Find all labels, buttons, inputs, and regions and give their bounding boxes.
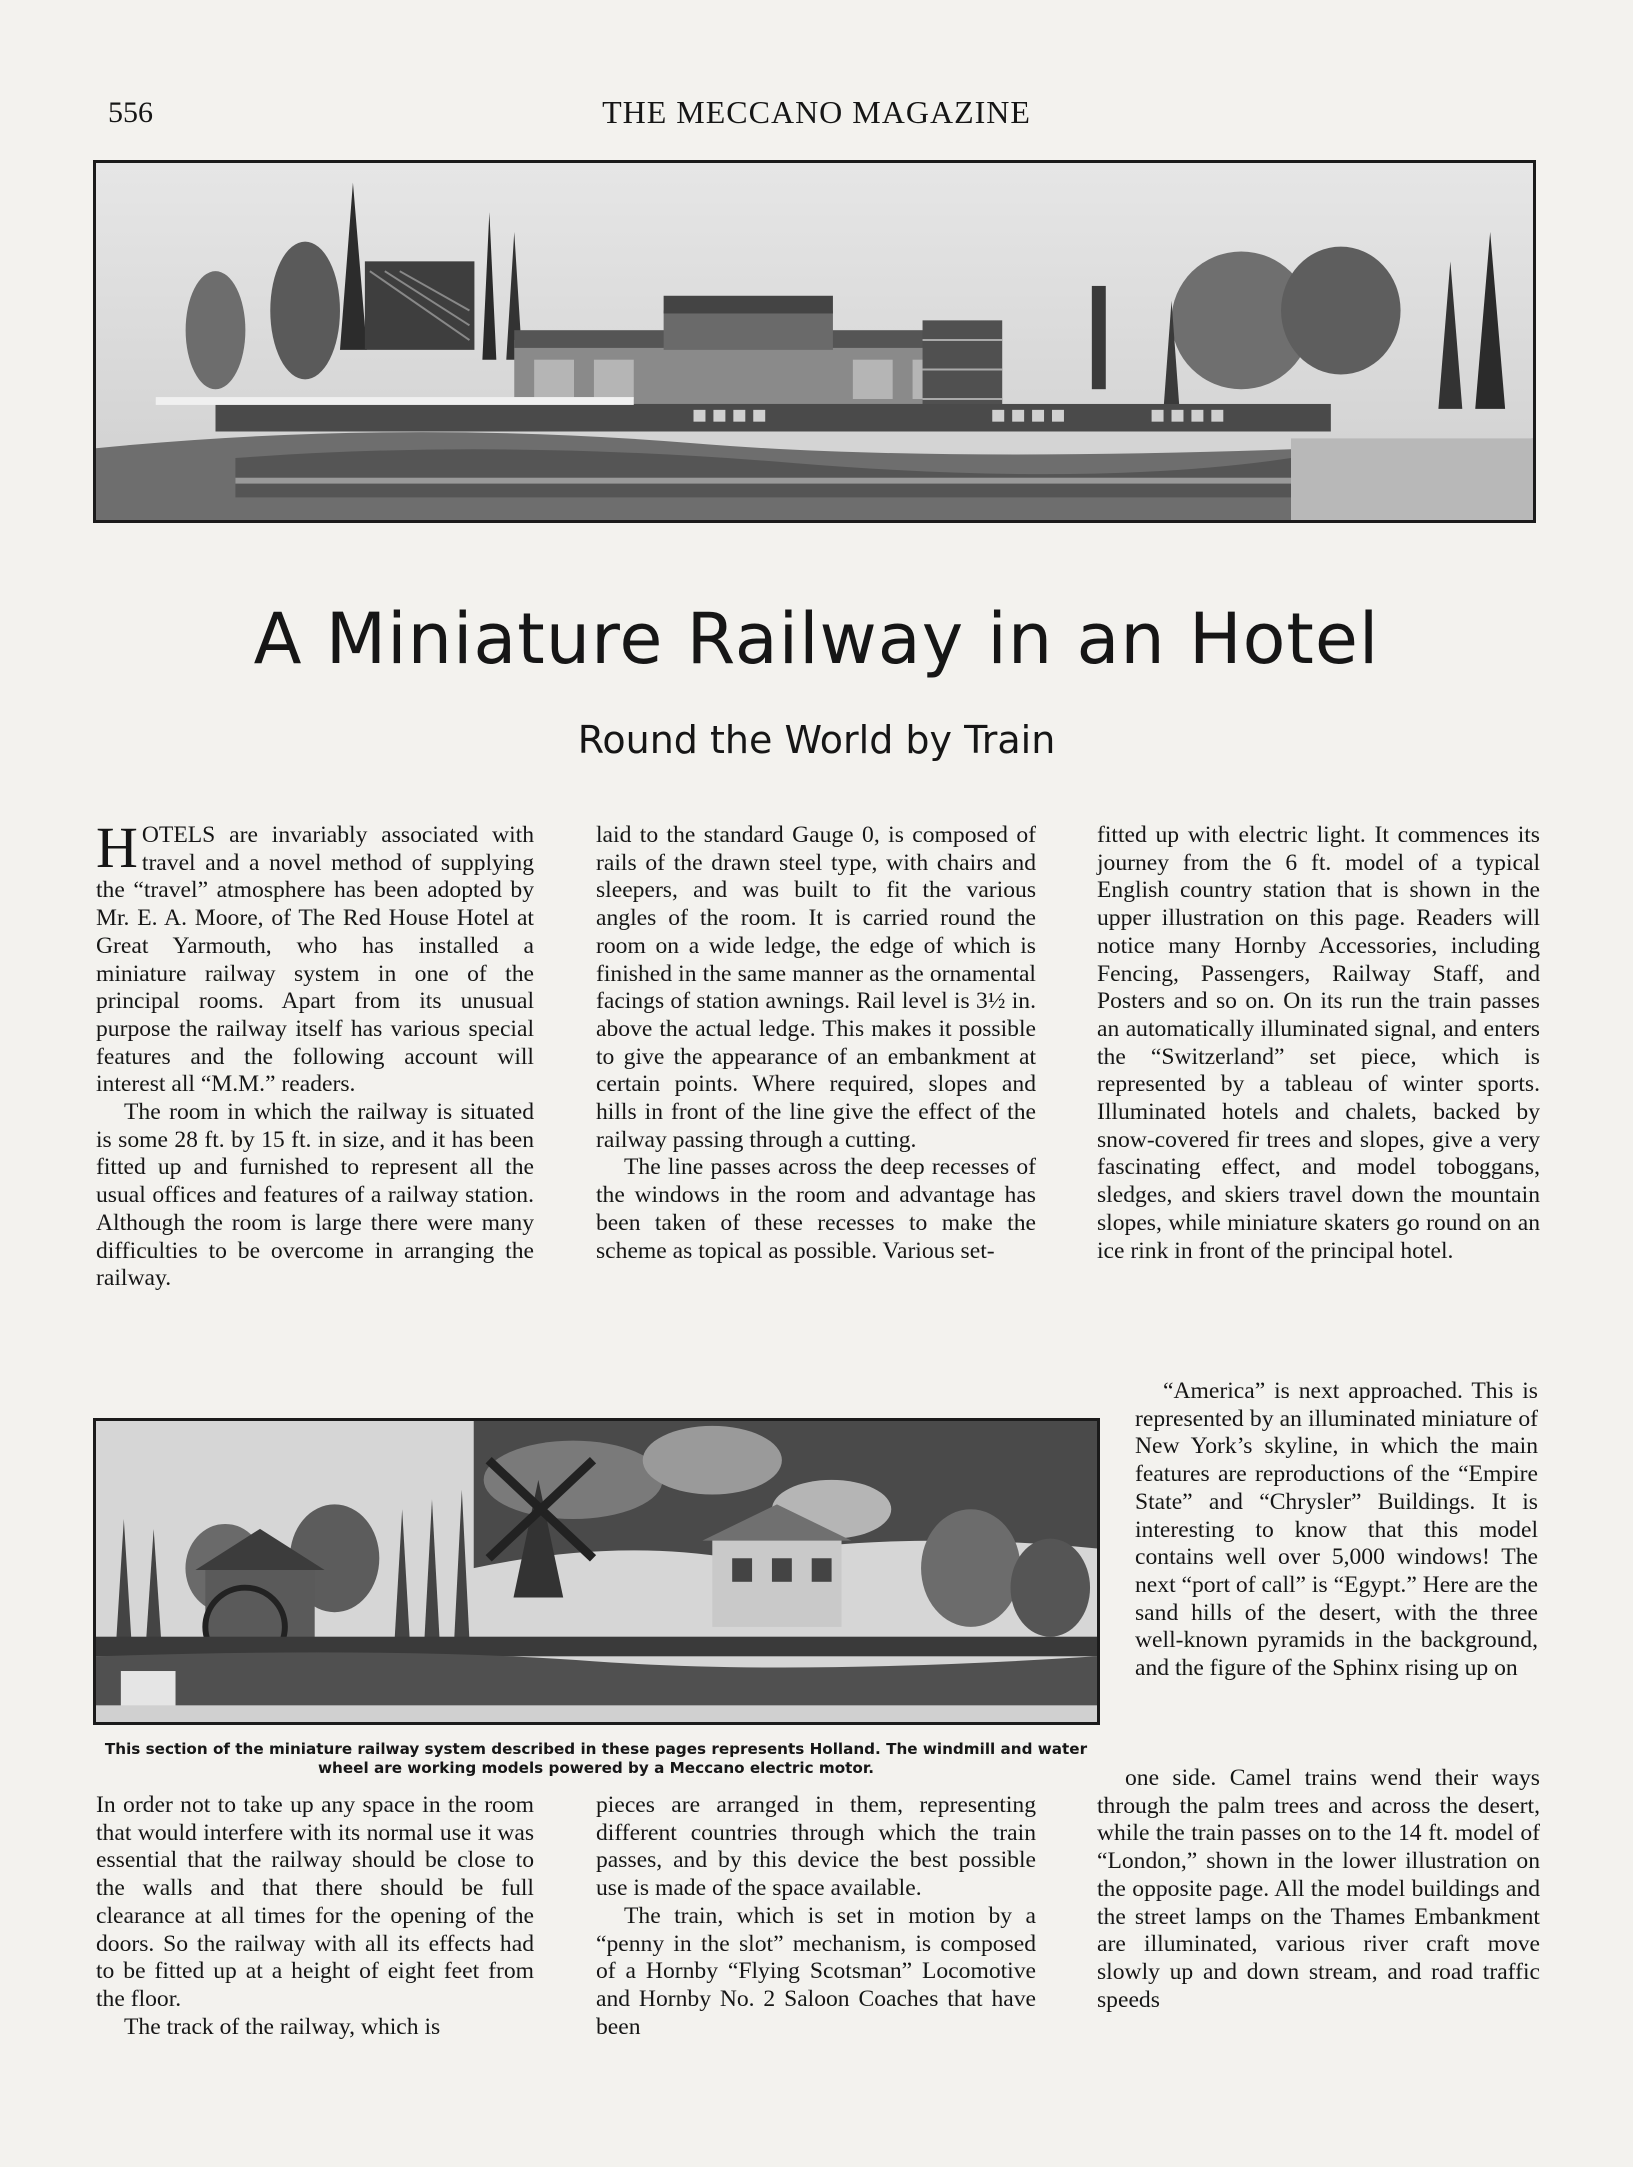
paragraph: In order not to take up any space in the room that would interfere with its normal use it was essential that the railway should be close to the walls and that there should be full clearance at all times for the opening of the doors. So the railway with all its effects had to be fitted up at a height of eight feet from the floor. bbox=[96, 1792, 534, 2012]
page-number: 556 bbox=[108, 96, 153, 129]
holland-photo bbox=[93, 1418, 1100, 1725]
column-2-top bbox=[596, 822, 1036, 1265]
paragraph: The track of the railway, which is bbox=[124, 2013, 441, 2040]
paragraph: The line passes across the deep recesses of the windows in the room and advantage has been taken of these recesses to make the scheme as topical as possible. Various set- bbox=[596, 1154, 1036, 1264]
column-3-mid bbox=[1135, 1378, 1538, 1683]
paragraph: one side. Camel trains wend their ways through the palm trees and across the desert, while the train passes on to the 14 ft. model of “London,” shown in the lower illustration on the opposite page. All the model buildings and the street lamps on the Thames Embankment are illuminated, various river craft move slowly up and down stream, and road traffic speeds bbox=[1097, 1765, 1540, 2013]
column-2-bottom bbox=[596, 1792, 1036, 2041]
paragraph: fitted up with electric light. It commences its journey from the 6 ft. model of a typical English country station that is shown in the upper illustration on this page. Readers will notice many Hornby Accessories, including Fencing, Passengers, Railway Staff, and Posters and so on. On its run the train passes an automatically illuminated signal, and enters the “Switzerland” set piece, which is represented by a tableau of winter sports. Illuminated hotels and chalets, backed by snow-covered fir trees and slopes, give a very fascinating effect, and model toboggans, sledges, and skiers travel down the mountain slopes, while miniature skaters go round on an ice rink in front of the principal hotel. bbox=[1097, 822, 1540, 1264]
paragraph: The train, which is set in motion by a “penny in the slot” mechanism, is composed of a Hornby “Flying Scotsman” Locomotive and Hornby No. 2 Saloon Coaches that have been bbox=[596, 1902, 1036, 2040]
holland-scene-illustration bbox=[96, 1421, 1097, 1722]
drop-cap: H bbox=[96, 815, 138, 880]
column-1-top bbox=[96, 815, 534, 1293]
column-3-top bbox=[1097, 822, 1540, 1265]
paragraph: HOTELS are invariably associated with travel and a novel method of supplying the “travel” atmosphere has been adopted by Mr. E. A. Moore, of The Red House Hotel at Great Yarmouth, who has installed a miniature railway system in one of the principal rooms. Apart from its unusual purpose the railway itself has various special features and the following account will interest all “M.M.” readers. bbox=[96, 815, 534, 1098]
magazine-title: THE MECCANO MAGAZINE bbox=[602, 94, 1031, 130]
paragraph: “America” is next approached. This is represented by an illuminated miniature of New York’s skyline, in which the main features are reproductions of the “Empire State” and “Chrysler” Buildings. It is interesting to know that this model contains well over 5,000 windows! The next “port of call” is “Egypt.” Here are the sand hills of the desert, with the three well-known pyramids in the background, and the figure of the Sphinx rising up on bbox=[1135, 1378, 1538, 1682]
photo-caption: This section of the miniature railway system described in these pages represents Holland. The windmill and water wheel are working models powered by a Meccano electric motor. bbox=[104, 1740, 1088, 1777]
station-scene-illustration bbox=[96, 163, 1533, 520]
article-title: A Miniature Railway in an Hotel bbox=[253, 598, 1380, 680]
paragraph: laid to the standard Gauge 0, is composed of rails of the drawn steel type, with chairs and sleepers, and was built to fit the various angles of the room. It is carried round the room on a wide ledge, the edge of which is finished in the same manner as the ornamental facings of station awnings. Rail level is 3½ in. above the actual ledge. This makes it possible to give the appearance of an embankment at certain points. Where required, slopes and hills in front of the line give the effect of the railway passing through a cutting. bbox=[596, 822, 1036, 1153]
column-1-bottom bbox=[96, 1792, 534, 2041]
page-header bbox=[0, 90, 1633, 140]
paragraph: pieces are arranged in them, representing different countries through which the train passes, and by this device the best possible use is made of the space available. bbox=[596, 1792, 1036, 1902]
article-subtitle: Round the World by Train bbox=[577, 718, 1056, 762]
column-3-bottom bbox=[1097, 1765, 1540, 2014]
paragraph: The room in which the railway is situated is some 28 ft. by 15 ft. in size, and it has been fitted up and furnished to represent all the usual offices and features of a railway station. Although the room is large there were many difficulties to be overcome in arranging the railway. bbox=[96, 1099, 534, 1292]
station-photo bbox=[93, 160, 1536, 523]
